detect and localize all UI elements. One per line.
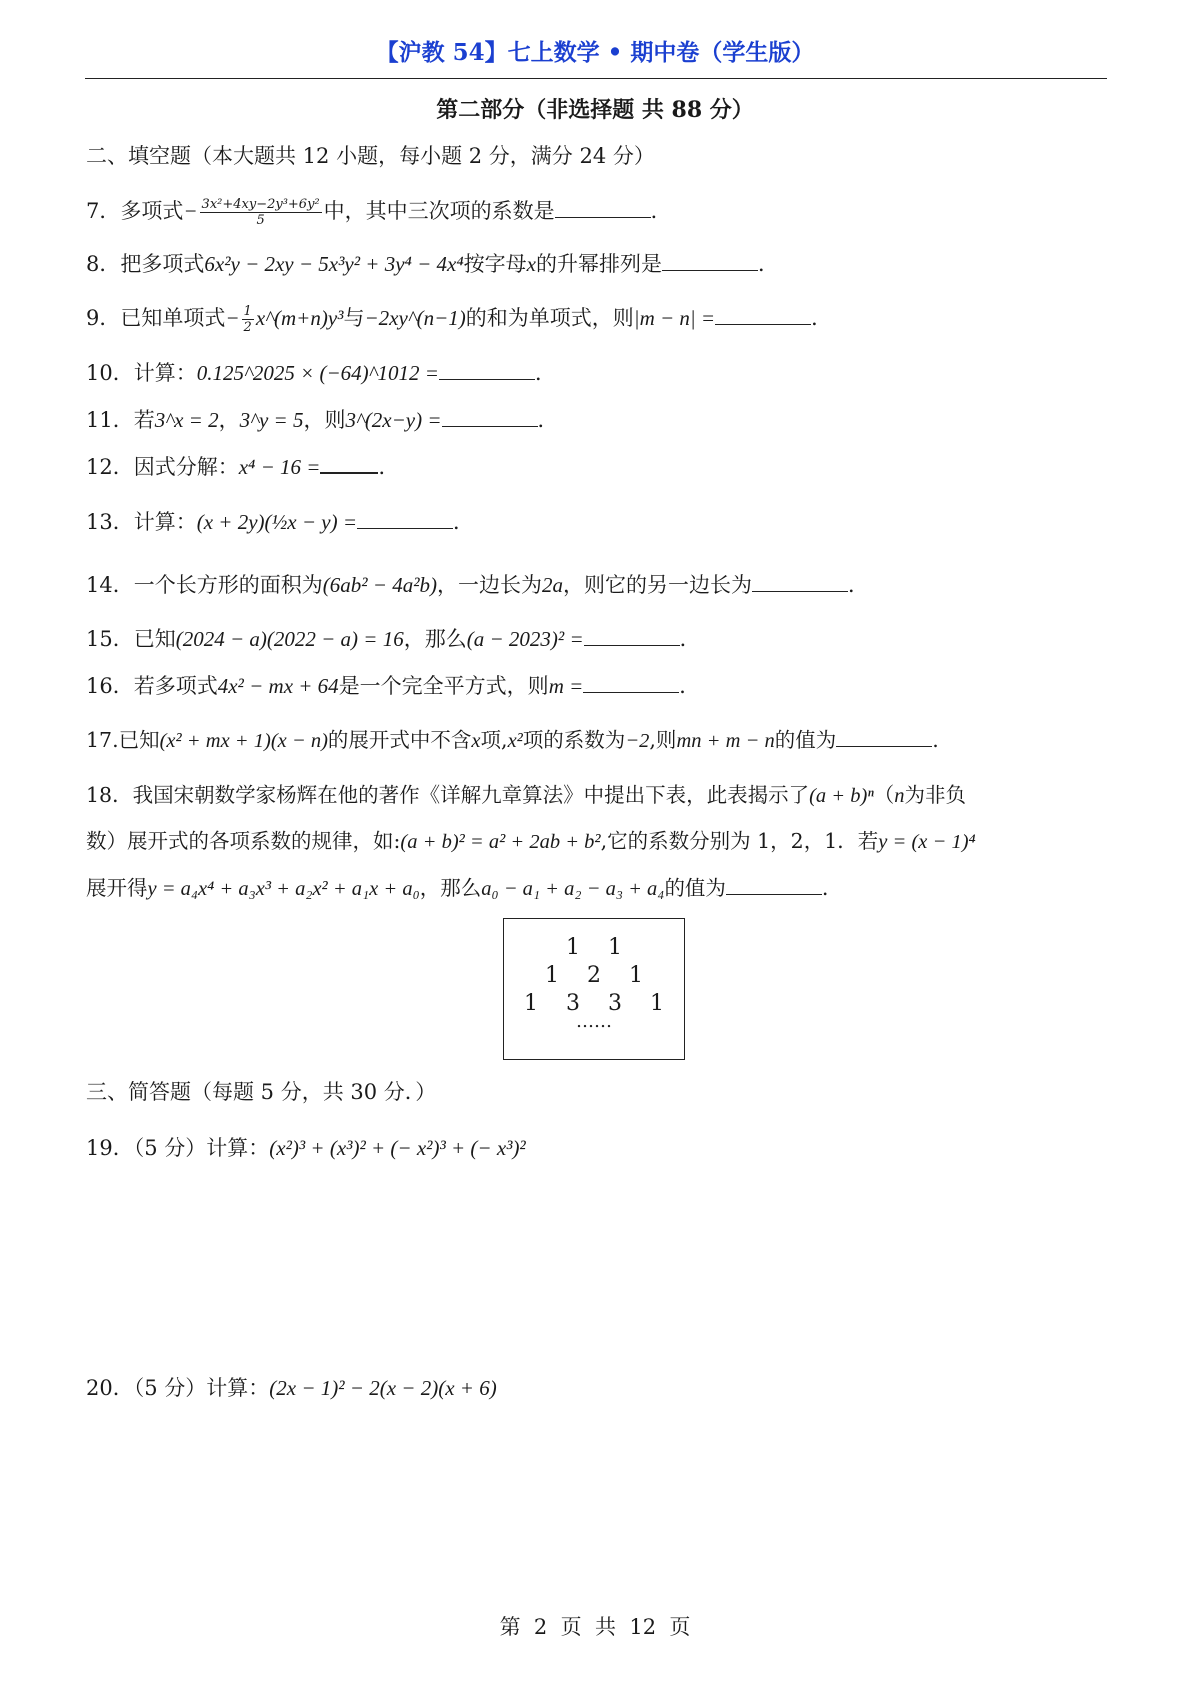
section2-title: 二、填空题（本大题共 12 小题，每小题 2 分，满分 24 分） [86, 144, 655, 168]
fraction: $\frac{\text{3x²+4xy−2y³+6y²}}{5}$ [201, 197, 320, 228]
question-9: 9．已知单项式− $\frac{1}{2}$ x^(m+n)y³与−2xy^(n−1)的和为单项式，则|m − n| = ． [86, 304, 833, 335]
answer-blank[interactable] [442, 408, 538, 427]
question-18-line-3: 展开得y = a₄x⁴ + a₃x³ + a₂x² + a₁x + a₀，那么a₀ − a₁ + a₂ − a₃ + a₄的值为 ． [86, 876, 843, 900]
pascal-row-2: 1 2 1 [545, 963, 643, 988]
pascal-triangle-box [503, 918, 685, 1060]
question-number: 9． [86, 306, 121, 330]
question-number: 14． [86, 573, 134, 597]
pascal-row-1: 1 1 [566, 935, 622, 960]
question-number: 18． [86, 783, 133, 807]
answer-blank[interactable] [662, 252, 758, 271]
question-7: 7．多项式− $\frac{\text{3x²+4xy−2y³+6y²}}{5}$ 中，其中三次项的系数是 ． [86, 197, 672, 228]
answer-blank[interactable] [583, 674, 679, 693]
answer-blank[interactable] [836, 728, 932, 747]
answer-blank[interactable] [320, 454, 378, 474]
answer-blank[interactable] [584, 627, 680, 646]
answer-blank[interactable] [715, 306, 811, 325]
page-footer: 第 2 页 共 12 页 [499, 1615, 691, 1639]
question-11: 11．若3^x = 2，3^y = 5，则3^(2x−y) = ． [86, 408, 559, 432]
header-title: 【沪教 54】七上数学 • 期中卷（学生版） [375, 39, 815, 66]
question-10: 10．计算：0.125^2025 × (−64)^1012 = ． [86, 361, 556, 385]
question-number: 15． [86, 627, 134, 651]
question-number: 20． [86, 1376, 134, 1400]
part-title: 第二部分（非选择题 共 88 分） [436, 97, 754, 123]
question-15: 15．已知(2024 − a)(2022 − a) = 16，那么(a − 2023)² = ． [86, 627, 701, 651]
question-20: 20．（5 分）计算：(2x − 1)² − 2(x − 2)(x + 6) [86, 1376, 497, 1400]
question-number: 10． [86, 361, 134, 385]
section3-title: 三、简答题（每题 5 分，共 30 分．） [86, 1080, 437, 1104]
question-8: 8．把多项式6x²y − 2xy − 5x³y² + 3y⁴ − 4x⁴按字母x的升幂排列是 ． [86, 252, 779, 276]
pascal-row-3: 1 3 3 1 [524, 991, 664, 1016]
question-number: 19． [86, 1136, 134, 1160]
answer-blank[interactable] [726, 876, 822, 895]
question-18-line-1: 18．我国宋朝数学家杨辉在他的著作《详解九章算法》中提出下表，此表揭示了(a + b)ⁿ（n为非负 [86, 783, 967, 807]
answer-blank[interactable] [555, 199, 651, 218]
fraction-half: $\frac{1}{2}$ [243, 304, 252, 335]
question-number: 12． [86, 455, 134, 479]
question-18-line-2: 数）展开式的各项系数的规律，如:(a + b)² = a² + 2ab + b²,它的系数分别为 1，2，1．若y = (x − 1)⁴ [86, 829, 976, 853]
question-17: 17.已知(x² + mx + 1)(x − n)的展开式中不含x项,x²项的系数为−2,则mn + m − n的值为 . [86, 728, 939, 752]
answer-blank[interactable] [357, 510, 453, 529]
answer-blank[interactable] [752, 573, 848, 592]
question-number: 8． [86, 252, 121, 276]
question-number: 7． [86, 199, 121, 223]
question-16: 16．若多项式4x² − mx + 64是一个完全平方式，则m = ． [86, 674, 701, 698]
pascal-ellipsis: …… [576, 1011, 612, 1032]
question-number: 17. [86, 728, 119, 752]
question-12: 12．因式分解：x⁴ − 16 = ． [86, 455, 400, 479]
question-number: 13． [86, 510, 134, 534]
question-number: 16． [86, 674, 134, 698]
header-divider [85, 78, 1107, 79]
question-19: 19．（5 分）计算：(x²)³ + (x³)² + (− x²)³ + (− x³)² [86, 1136, 526, 1160]
question-13: 13．计算：(x + 2y)(½x − y) = ． [86, 510, 475, 534]
answer-blank[interactable] [439, 361, 535, 380]
question-14: 14．一个长方形的面积为(6ab² − 4a²b)，一边长为2a，则它的另一边长为 ． [86, 573, 869, 597]
question-number: 11． [86, 408, 134, 432]
